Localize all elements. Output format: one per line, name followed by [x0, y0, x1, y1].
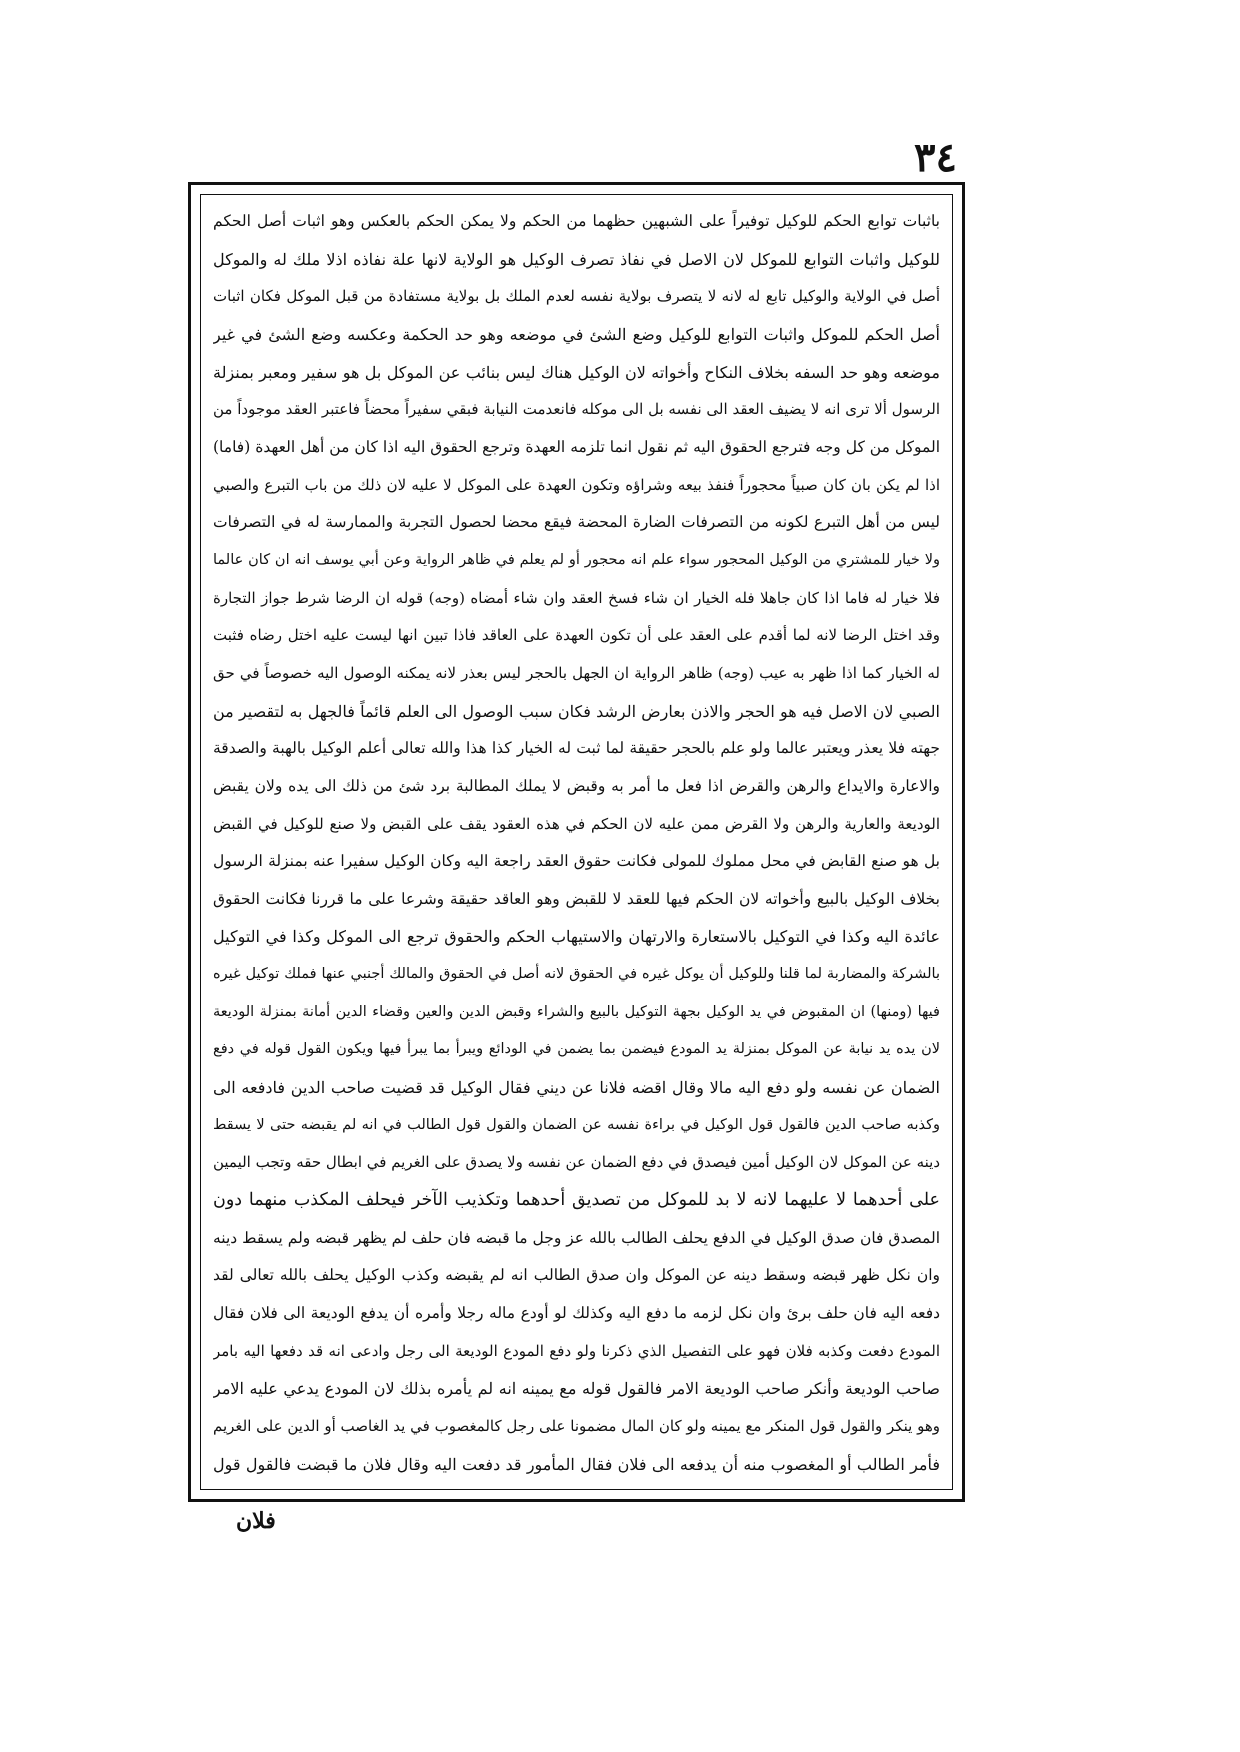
text-line: فأمر الطالب أو المغصوب منه أن يدفعه الى فلان فقال المأمور قد دفعت اليه وقال فلان ما قبضت فالقول قول	[213, 1454, 940, 1474]
text-line: ليس من أهل التبرع لكونه من التصرفات الضارة المحضة فيقع محضا لحصول التجربة والممارسة له في التصرفات	[213, 513, 940, 532]
page-number: ٣٤	[914, 134, 957, 181]
text-line: الضمان عن نفسه ولو دفع اليه مالا وقال اقضه فلانا عن ديني فقال الوكيل قد قضيت صاحب الدين فادفعه الى	[213, 1078, 940, 1098]
text-line: فيها (ومنها) ان المقبوض في يد الوكيل بجهة التوكيل بالبيع والشراء وقبض الدين والعين وقضاء الدين أمانة بمنزلة الوديعة	[213, 1003, 940, 1020]
text-line: له الخيار كما اذا ظهر به عيب (وجه) ظاهر الرواية ان الجهل بالحجر ليس بعذر لانه يمكنه الوصول اليه خصوصاً في حق	[213, 663, 940, 682]
text-line: صاحب الوديعة وأنكر صاحب الوديعة الامر فالقول قوله مع يمينه انه لم يأمره بذلك لان المودع يدعي عليه الامر	[213, 1379, 940, 1399]
text-line: المودع دفعت وكذبه فلان فهو على التفصيل الذي ذكرنا ولو دفع المودع الوديعة الى رجل وادعى انه قد دفعها اليه بامر	[213, 1341, 940, 1360]
text-line: أصل الحكم للموكل واثبات التوابع للوكيل وضع الشئ في موضعه وهو حد الحكمة وعكسه وضع الشئ في غير	[213, 324, 940, 344]
text-line: فلا خيار له فاما اذا كان جاهلا فله الخيار ان شاء فسخ العقد وان شاء أمضاه (وجه) قوله ان الرضا شرط جواز التجارة	[213, 588, 940, 607]
text-line: بل هو صنع القابض في محل مملوك للمولى فكانت حقوق العقد راجعة اليه وكان الوكيل سفيرا عنه بمنزلة الرسول	[213, 852, 940, 871]
text-line: على أحدهما لا عليهما لانه لا بد للموكل من تصديق أحدهما وتكذيب الآخر فيحلف المكذب منهما دون	[213, 1190, 940, 1211]
text-line: أصل في الولاية والوكيل تابع له لانه لا يتصرف بولاية نفسه لعدم الملك بل بولاية مستفادة من قبل الموكل فكان اثبات	[213, 287, 940, 306]
text-body	[200, 194, 953, 1490]
text-line: الرسول ألا ترى انه لا يضيف العقد الى نفسه بل الى موكله فانعدمت النيابة فبقي سفيراً محضاً فاعتبر العقد موجوداً من	[213, 400, 940, 419]
text-line: اذا لم يكن بان كان صبياً محجوراً فنفذ بيعه وشراؤه وتكون العهدة على الموكل لا عليه لان ذلك من باب التبرع والصبي	[213, 475, 940, 494]
text-line: وكذبه صاحب الدين فالقول قول الوكيل في براءة نفسه عن الضمان والقول قول الطالب في انه لم يقبضه حتى لا يسقط	[213, 1116, 940, 1133]
catchword: فلان	[236, 1508, 276, 1534]
text-line: للوكيل واثبات التوابع للموكل لان الاصل في نفاذ تصرف الوكيل هو الولاية لانها علة نفاذه اذلا ملك له والموكل	[213, 249, 940, 269]
text-line: وان نكل ظهر قبضه وسقط دينه عن الموكل وان صدق الطالب انه لم يقبضه وكذب الوكيل يحلف بالله تعالى لقد	[213, 1266, 940, 1285]
text-line: وهو ينكر والقول قول المنكر مع يمينه ولو كان المال مضمونا على رجل كالمغصوب في يد الغاصب أو الدين على الغريم	[213, 1417, 940, 1435]
text-line: المصدق فان صدق الوكيل في الدفع يحلف الطالب بالله عز وجل ما قبضه فان حلف لم يظهر قبضه ولم يسقط دينه	[213, 1228, 940, 1247]
text-line: باثبات توابع الحكم للوكيل توفيراً على الشبهين حظهما من الحكم ولا يمكن الحكم بالعكس وهو اثبات أصل الحكم	[213, 212, 940, 230]
text-line: موضعه وهو حد السفه بخلاف النكاح وأخواته لان الوكيل هناك ليس بنائب عن الموكل بل هو سفير ومعبر بمنزلة	[213, 362, 940, 382]
text-line: جهته فلا يعذر ويعتبر عالما ولو علم بالحجر حقيقة لما ثبت له الخيار كذا هذا والله تعالى أعلم الوكيل بالهبة والصدقة	[213, 739, 940, 758]
text-line: والاعارة والايداع والرهن والقرض اذا فعل ما أمر به وقبض لا يملك المطالبة برد شئ من ذلك الى يده ولان يقبض	[213, 776, 940, 795]
text-line: ولا خيار للمشتري من الوكيل المحجور سواء علم انه محجور أو لم يعلم في ظاهر الرواية وعن أبي يوسف انه ان كان عالما	[213, 551, 940, 568]
text-line: عائدة اليه وكذا في التوكيل بالاستعارة والارتهان والاستيهاب الحكم والحقوق ترجع الى الموكل وكذا في التوكيل	[213, 927, 940, 947]
text-line: دينه عن الموكل لان الوكيل أمين فيصدق في دفع الضمان عن نفسه ولا يصدق على الغريم في ابطال حقه وتجب اليمين	[213, 1153, 940, 1172]
text-line: دفعه اليه فان حلف برئ وان نكل لزمه ما دفع اليه وكذلك لو أودع ماله رجلا وأمره أن يدفع الوديعة الى فلان فقال	[213, 1304, 940, 1323]
text-line: الموكل من كل وجه فترجع الحقوق اليه ثم نقول انما تلزمه العهدة وترجع الحقوق اليه اذا كان من أهل العهدة (فاما)	[213, 437, 940, 456]
text-line: الوديعة والعارية والرهن ولا القرض ممن عليه لان الحكم في هذه العقود يقف على القبض ولا صنع للوكيل في القبض	[213, 814, 940, 833]
text-line: الصبي لان الاصل فيه هو الحجر والاذن بعارض الرشد فكان سبب الوصول الى العلم قائماً فالجهل به لتقصير من	[213, 701, 940, 721]
text-line: وقد اختل الرضا لانه لما أقدم على العقد على أن تكون العهدة على العاقد فاذا تبين انها ليست عليه اختل رضاه فثبت	[213, 626, 940, 645]
text-line: بالشركة والمضاربة لما قلنا وللوكيل أن يوكل غيره في الحقوق لانه أصل في الحقوق والمالك أجنبي عنها فملك توكيل غيره	[213, 966, 940, 983]
text-line: لان يده يد نيابة عن الموكل بمنزلة يد المودع فيضمن بما يضمن في الودائع ويبرأ بما يبرأ فيها ويكون القول قوله في دفع	[213, 1041, 940, 1058]
page-frame	[188, 182, 965, 1502]
text-line: بخلاف الوكيل بالبيع وأخواته لان الحكم فيها للعقد لا للقبض وهو العاقد حقيقة وشرعا على ما قررنا فكانت الحقوق	[213, 889, 940, 908]
